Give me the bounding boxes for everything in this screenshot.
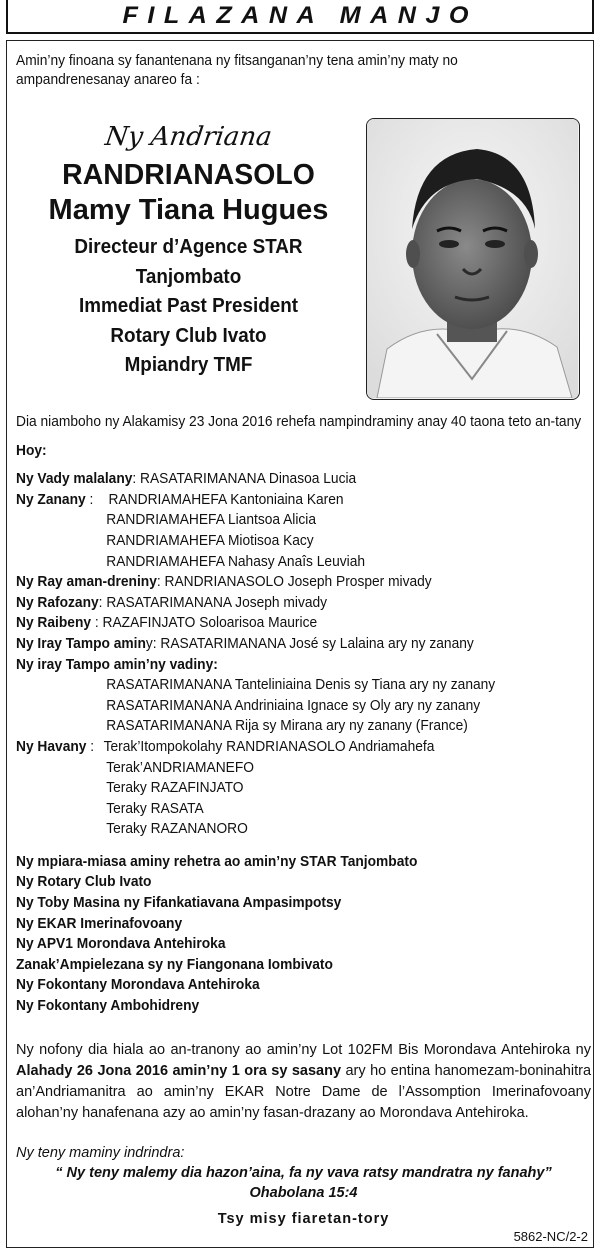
role-line: Directeur d’Agence STAR (74, 235, 303, 258)
organization-item: Ny Fokontany Ambohidreny (16, 998, 200, 1015)
organization-item: Zanak’Ampielezana sy ny Fiangonana Iombivato (16, 956, 333, 973)
funeral-text: Ny nofony dia hiala ao an-tranony ao amin’ny Lot 102FM Bis Morondava Antehiroka ny (16, 1042, 591, 1058)
family-ray (16, 572, 562, 593)
roles-list (16, 232, 361, 380)
family-label: Ny Ray aman-dreniny (16, 574, 157, 591)
family-value: : RASATARIMANANA Dinasoa Lucia (132, 471, 357, 488)
family-havany (16, 737, 562, 758)
family-value: Teraky RAZANANORO (106, 821, 248, 838)
family-value: RASATARIMANANA Tanteliniaina Denis sy Tiana ary ny zanany (106, 677, 496, 694)
family-label: Ny Havany (16, 738, 87, 755)
role-line: Tanjombato (135, 264, 242, 288)
family-label: Ny Rafozany (16, 594, 99, 611)
family-iray (16, 634, 562, 655)
family-value: RANDRIAMAHEFA Miotisoa Kacy (106, 532, 314, 549)
family-separator: : (86, 738, 98, 755)
family-value: Terak’Itompokolahy RANDRIANASOLO Andriamahefa (103, 738, 435, 755)
organization-item: Ny mpiara-miasa aminy rehetra ao amin’ny STAR Tanjombato (16, 853, 418, 870)
family-separator: : (85, 491, 94, 508)
deceased-name-block (16, 118, 361, 380)
family-value: RANDRIAMAHEFA Kantoniaina Karen (108, 491, 344, 508)
role-line: Mpiandry TMF (124, 353, 253, 376)
quote-reference: Ohabolana 15:4 (249, 1185, 358, 1201)
closing-block (16, 1143, 591, 1227)
organization-item: Ny EKAR Imerinafovoany (16, 915, 183, 932)
family-value: : RAZAFINJATO Soloarisoa Maurice (91, 615, 318, 632)
family-value: y: RASATARIMANANA José sy Lalaina ary ny zanany (145, 635, 474, 652)
family-value: : RASATARIMANANA Joseph mivady (98, 594, 328, 611)
given-names: Mamy Tiana Hugues (48, 194, 329, 226)
ad-code: 5862-NC/2-2 (513, 1229, 588, 1244)
funeral-paragraph (16, 1040, 591, 1124)
closing-intro: Ny teny maminy indrindra: (16, 1145, 185, 1161)
family-vady (16, 469, 562, 490)
family-value: RASATARIMANANA Rija sy Mirana ary ny zanany (France) (106, 718, 468, 735)
portrait-photo (366, 118, 580, 400)
surname: RANDRIANASOLO (62, 159, 315, 191)
honorific: Ny Andriana (103, 122, 274, 152)
family-label: Ny iray Tampo amin’ny vadiny: (16, 656, 218, 673)
funeral-date: Alahady 26 Jona 2016 amin’ny 1 ora sy sasany (16, 1063, 342, 1079)
family-label: Ny Iray Tampo amin (16, 635, 146, 652)
organization-item: Ny APV1 Morondava Antehiroka (16, 936, 226, 953)
family-rafozany (16, 593, 562, 614)
page-title: FILAZANA MANJO (122, 2, 478, 29)
family-value: RANDRIAMAHEFA Liantsoa Alicia (106, 512, 317, 529)
organization-item: Ny Rotary Club Ivato (16, 874, 152, 891)
family-value: Teraky RASATA (106, 800, 204, 817)
family-label: Ny Raibeny (16, 615, 92, 632)
family-value: RANDRIAMAHEFA Nahasy Anaîs Leuviah (106, 553, 366, 570)
closing-note: Tsy misy fiaretan-tory (217, 1211, 390, 1227)
family-value: Teraky RAZAFINJATO (106, 780, 244, 797)
organizations-list (16, 852, 562, 1017)
closing-quote: “ Ny teny malemy dia hazon’aina, fa ny vava ratsy mandratra ny fanahy” (55, 1165, 552, 1181)
intro-text: Amin’ny finoana sy fanantenana ny fitsanganan’ny tena amin’ny maty no ampandrenesanay anareo fa : (16, 53, 458, 88)
family-value: Terak’ANDRIAMANEFO (106, 759, 254, 776)
family-label: Ny Vady malalany (16, 471, 133, 488)
family-raibeny (16, 613, 562, 634)
portrait-image (367, 119, 578, 398)
organization-item: Ny Toby Masina ny Fifankatiavana Ampasimpotsy (16, 895, 342, 912)
family-value: RASATARIMANANA Andriniaina Ignace sy Oly ary ny zanany (106, 697, 481, 714)
family-zanany (16, 490, 562, 511)
notice-body (16, 412, 582, 1017)
role-line: Rotary Club Ivato (110, 323, 267, 347)
family-label: Ny Zanany (16, 491, 86, 508)
organization-item: Ny Fokontany Morondava Antehiroka (16, 977, 260, 994)
family-value: : RANDRIANASOLO Joseph Prosper mivady (156, 574, 432, 591)
role-line: Immediat Past President (78, 294, 299, 317)
funeral-text: ary ho entina hanomezam-boninahitra an’Andriamanitra ao amin’ny EKAR Notre Dame de l’Assomption Imerinafovoany alohan’ny hanafenana azy ao amin’ny fasan-drazany ao Morondava Antehiroka. (16, 1063, 592, 1121)
death-notice: Dia niamboho ny Alakamisy 23 Jona 2016 rehefa nampindraminy anay 40 taona teto an-tany (16, 414, 582, 430)
header-banner (6, 0, 594, 34)
hoy-label: Hoy: (16, 442, 47, 459)
